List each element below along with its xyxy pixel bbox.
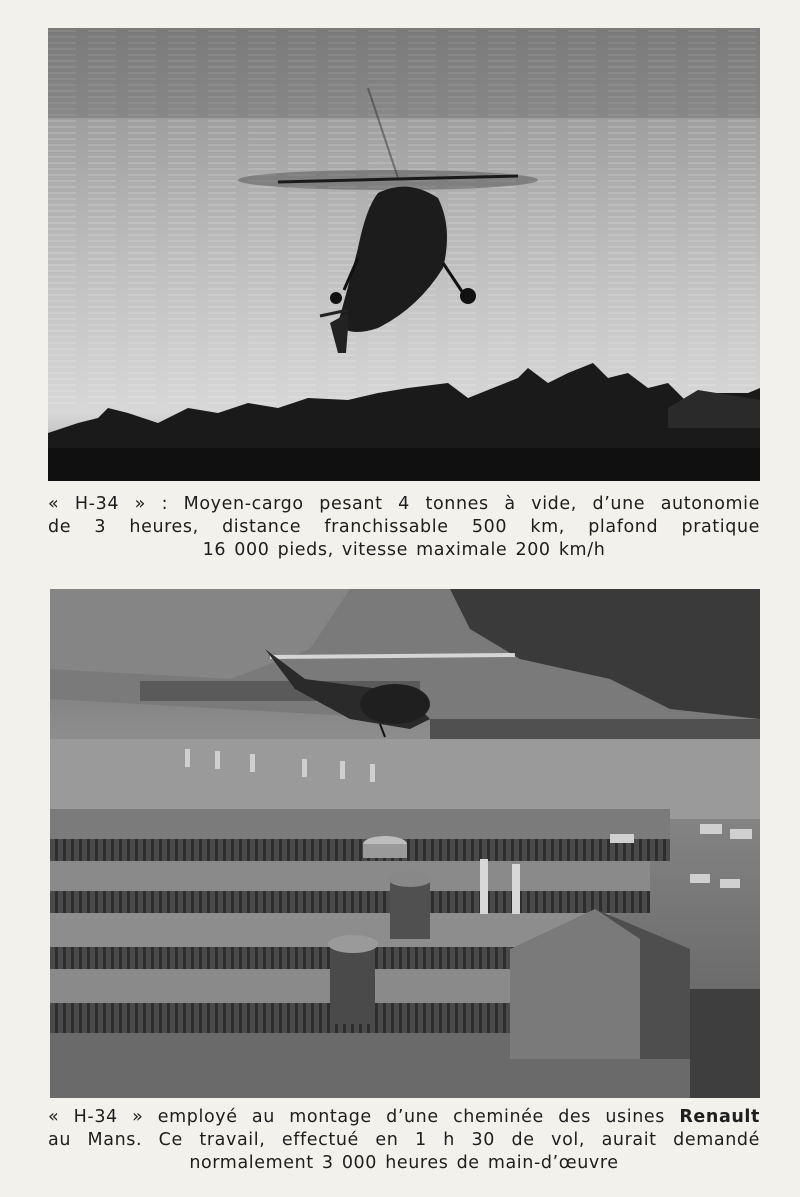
photo-caption-1 xyxy=(48,493,760,562)
caption-1-line-2: de 3 heures, distance franchissable 500 km, plafond pratique xyxy=(48,517,760,537)
factory-chimney-photo xyxy=(50,589,760,1098)
helicopter-flight-photo xyxy=(48,28,760,481)
helicopter-flight-image xyxy=(48,28,760,481)
caption-2-line-1-text: « H-34 » employé au montage d’une cheminée des usines xyxy=(48,1107,666,1127)
caption-2-brand: Renault xyxy=(679,1107,760,1127)
photo-caption-2 xyxy=(48,1106,760,1175)
caption-2-line-2: au Mans. Ce travail, effectué en 1 h 30 de vol, aurait demandé xyxy=(48,1130,760,1150)
caption-1-line-1: « H-34 » : Moyen-cargo pesant 4 tonnes à vide, d’une autonomie xyxy=(48,494,760,514)
caption-1-line-3: 16 000 pieds, vitesse maximale 200 km/h xyxy=(202,540,606,560)
caption-2-line-3: normalement 3 000 heures de main-d’œuvre xyxy=(189,1153,619,1173)
caption-2-line-1 xyxy=(48,1106,760,1129)
factory-helicopter-image xyxy=(50,589,760,1098)
